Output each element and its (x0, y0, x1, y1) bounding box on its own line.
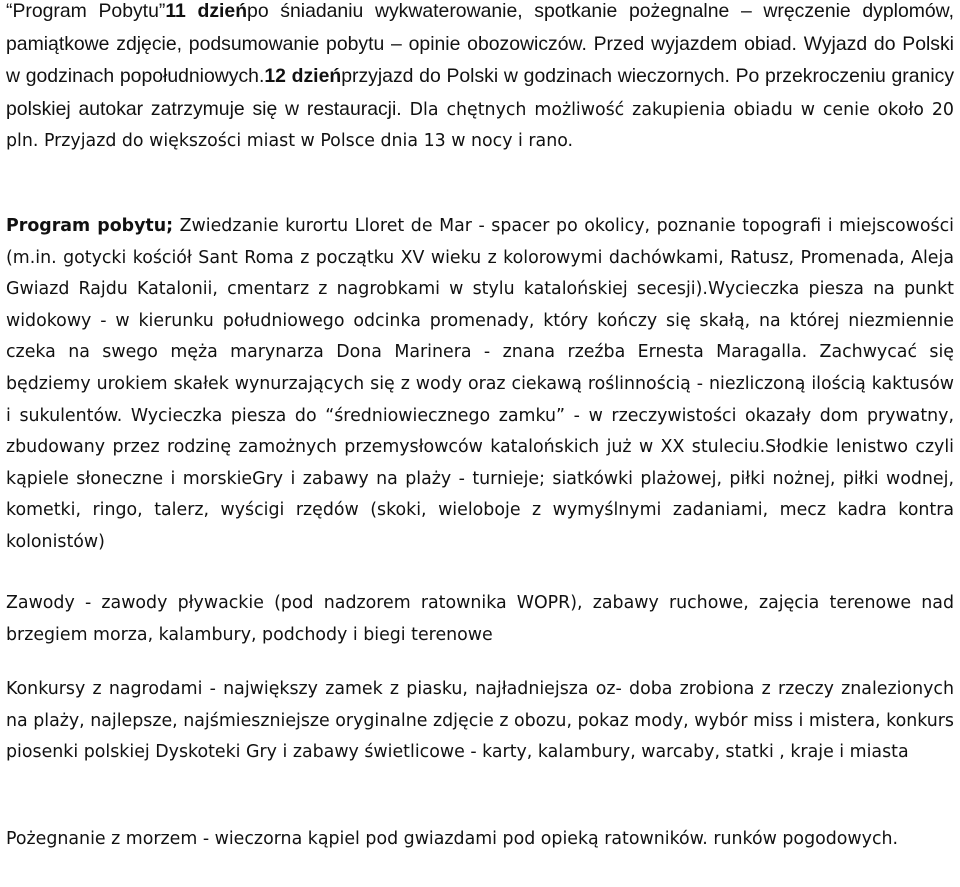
paragraph-competitions: Zawody - zawody pływackie (pod nadzorem ratownika WOPR), zabawy ruchowe, zajęcia terenowe nad brzegiem morza, kalambury, podchody i biegi terenowe (6, 593, 954, 645)
day-11-text: po śniadaniu wykwaterowanie, spotkanie pożegnalne – wręczenie dyplomów, pamiątkowe zdjęcie, podsumowanie pobytu – opinie obozowiczów. Przed wyjazdem obiad. Wyjazd do Polski w godzinach popołudniowych. (6, 0, 954, 88)
paragraph-program-stay (6, 211, 954, 559)
arrival-text: Dla chętnych możliwość zakupienia obiadu w cenie około 20 pln. Przyjazd do większości miast w Polsce dnia 13 w nocy i rano. (6, 99, 954, 152)
day-12-heading: 12 dzień (264, 65, 342, 88)
program-label: “Program Pobytu” (6, 0, 166, 22)
day-12-text: przyjazd do Polski w godzinach wieczornych. Po przekroczeniu granicy polskiej autokar zatrzymuje się w restauracji. (6, 65, 955, 120)
paragraph-farewell: Pożegnanie z morzem - wieczorna kąpiel pod gwiazdami pod opieką ratowników. runków pogodowych. (6, 829, 899, 849)
program-stay-text: Zwiedzanie kurortu Lloret de Mar - spacer po okolicy, poznanie topografi i miejscowości (m.in. gotycki kościół Sant Roma z początku XV wieku z kolorowymi dachówkami, Ratusz, Promenada, Aleja Gwiazd Rajdu Katalonii, cmentarz z nagrobkami w stylu katalońskiej secesji).Wycieczka piesza na punkt widokowy - w kierunku południowego odcinka promenady, który kończy się skałą, na której niezmiennie czeka na swego męża marynarza Dona Marinera - znana rzeźba Ernesta Maragalla. Zachwycać się będziemy urokiem skałek wynurzających się z wody oraz ciekawą roślinnością - niezliczoną ilością kaktusów i sukulentów. Wycieczka piesza do “średniowiecznego zamku” - w rzeczywistości okazały dom prywatny, zbudowany przez rodzinę zamożnych przemysłowców katalońskich już w XX stuleciu.Słodkie lenistwo czyli kąpiele słoneczne i morskieGry i zabawy na plaży - turnieje; siatkówki plażowej, piłki nożnej, piłki wodnej, kometki, ringo, talerz, wyścigi rzędów (skoki, wieloboje z wymyślnymi zadaniami, mecz kadra kontra kolonistów) (6, 216, 954, 552)
program-stay-heading: Program pobytu; (6, 216, 174, 236)
paragraph-program-days (6, 0, 954, 158)
day-11-heading: 11 dzień (165, 0, 248, 22)
paragraph-contests: Konkursy z nagrodami - największy zamek z piasku, najładniejsza oz- doba zrobiona z rzeczy znalezionych na plaży, najlepsze, najśmieszniejsze oryginalne zdjęcie z obozu, pokaz mody, wybór miss i mistera, konkurs piosenki polskiej Dyskoteki Gry i zabawy świetlicowe - karty, kalambury, warcaby, statki , kraje i miasta (6, 679, 954, 763)
